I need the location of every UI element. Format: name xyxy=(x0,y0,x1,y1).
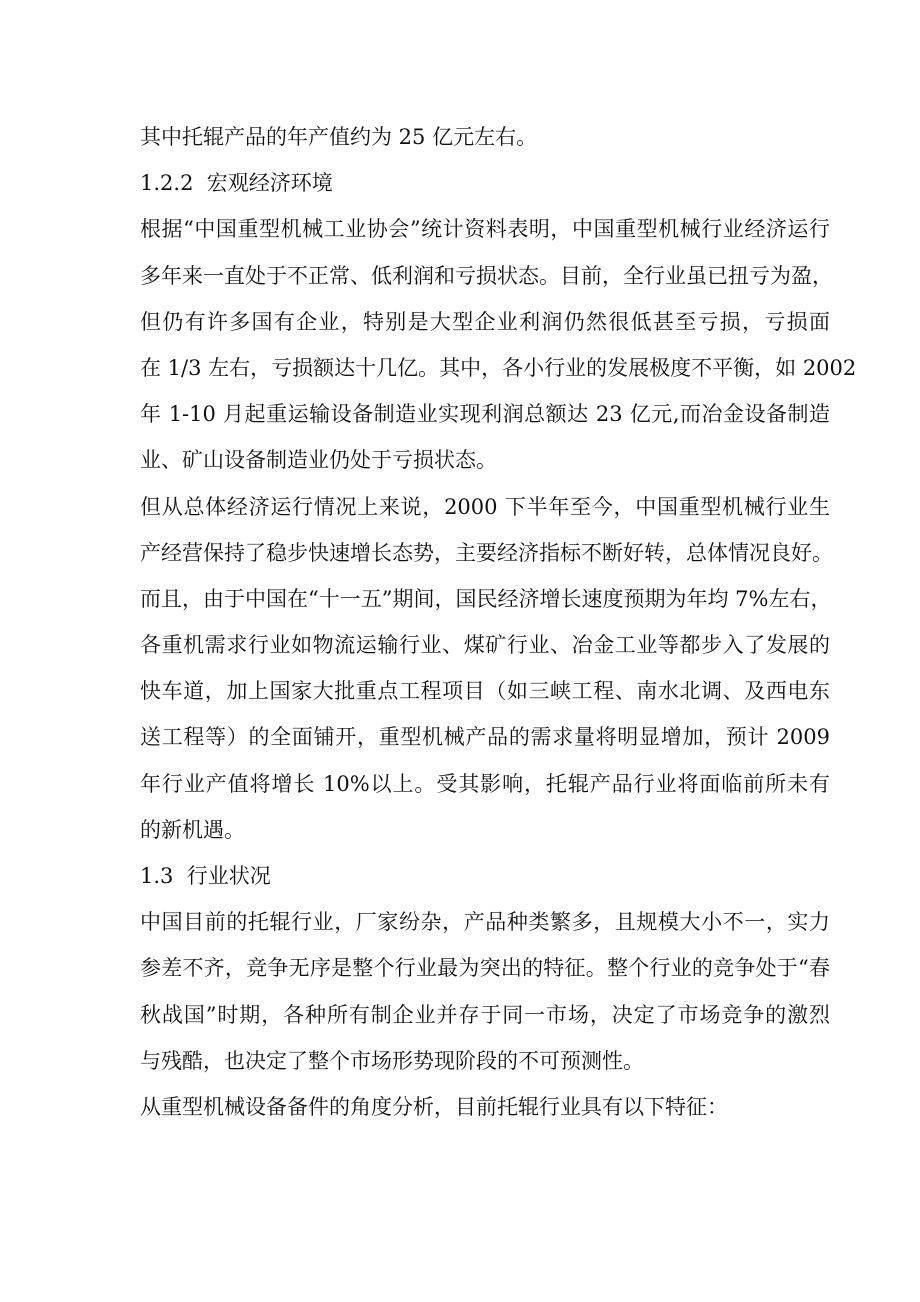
text-line: 但从总体经济运行情况上来说，2000 下半年至今，中国重型机械行业生 xyxy=(140,494,830,519)
section-title: 宏观经济环境 xyxy=(206,171,333,196)
section-title: 行业状况 xyxy=(186,864,271,888)
text-line: 从重型机械设备备件的角度分析，目前托辊行业具有以下特征： xyxy=(140,1094,728,1119)
text-line: 送工程等）的全面铺开，重型机械产品的需求量将明显增加，预计 2009 xyxy=(140,725,830,750)
text-line: 年 1-10 月起重运输设备制造业实现利润总额达 23 亿元,而冶金设备制造 xyxy=(140,402,830,427)
text-line: 产经营保持了稳步快速增长态势，主要经济指标不断好转，总体情况良好。 xyxy=(140,540,833,565)
paragraph xyxy=(140,899,830,1084)
paragraph xyxy=(140,114,830,160)
paragraph xyxy=(140,1084,830,1130)
text-line: 中国目前的托辊行业，厂家纷杂，产品种类繁多，且规模大小不一，实力 xyxy=(140,910,830,935)
section-number: 1.2.2 xyxy=(140,171,194,196)
text-line: 业、矿山设备制造业仍处于亏损状态。 xyxy=(140,448,497,473)
text-line: 而且，由于中国在“十一五”期间，国民经济增长速度预期为年均 7%左右， xyxy=(140,586,832,611)
text-line: 在 1/3 左右，亏损额达十几亿。其中，各小行业的发展极度不平衡，如 2002 xyxy=(140,355,857,380)
text-line: 参差不齐，竞争无序是整个行业最为突出的特征。整个行业的竞争处于“春 xyxy=(140,956,830,981)
text-line: 秋战国”时期，各种所有制企业并存于同一市场，决定了市场竞争的激烈 xyxy=(140,1002,830,1027)
paragraph xyxy=(140,484,833,854)
section-number: 1.3 xyxy=(140,864,174,888)
text-line: 根据“中国重型机械工业协会”统计资料表明，中国重型机械行业经济运行 xyxy=(140,217,830,242)
section-heading xyxy=(140,853,830,899)
text-line: 各重机需求行业如物流运输行业、煤矿行业、冶金工业等都步入了发展的 xyxy=(140,633,830,658)
text-line: 与残酷，也决定了整个市场形势现阶段的不可预测性。 xyxy=(140,1048,644,1073)
text-line: 但仍有许多国有企业，特别是大型企业利润仍然很低甚至亏损，亏损面 xyxy=(140,309,830,334)
text-line: 其中托辊产品的年产值约为 25 亿元左右。 xyxy=(140,125,538,149)
text-line: 的新机遇。 xyxy=(140,817,245,842)
document-body xyxy=(140,114,857,1130)
paragraph xyxy=(140,206,857,483)
text-line: 年行业产值将增长 10%以上。受其影响，托辊产品行业将面临前所未有 xyxy=(140,771,830,796)
text-line: 快车道，加上国家大批重点工程项目（如三峡工程、南水北调、及西电东 xyxy=(140,679,830,704)
text-line: 多年来一直处于不正常、低利润和亏损状态。目前，全行业虽已扭亏为盈， xyxy=(140,263,833,288)
section-heading xyxy=(140,160,830,206)
